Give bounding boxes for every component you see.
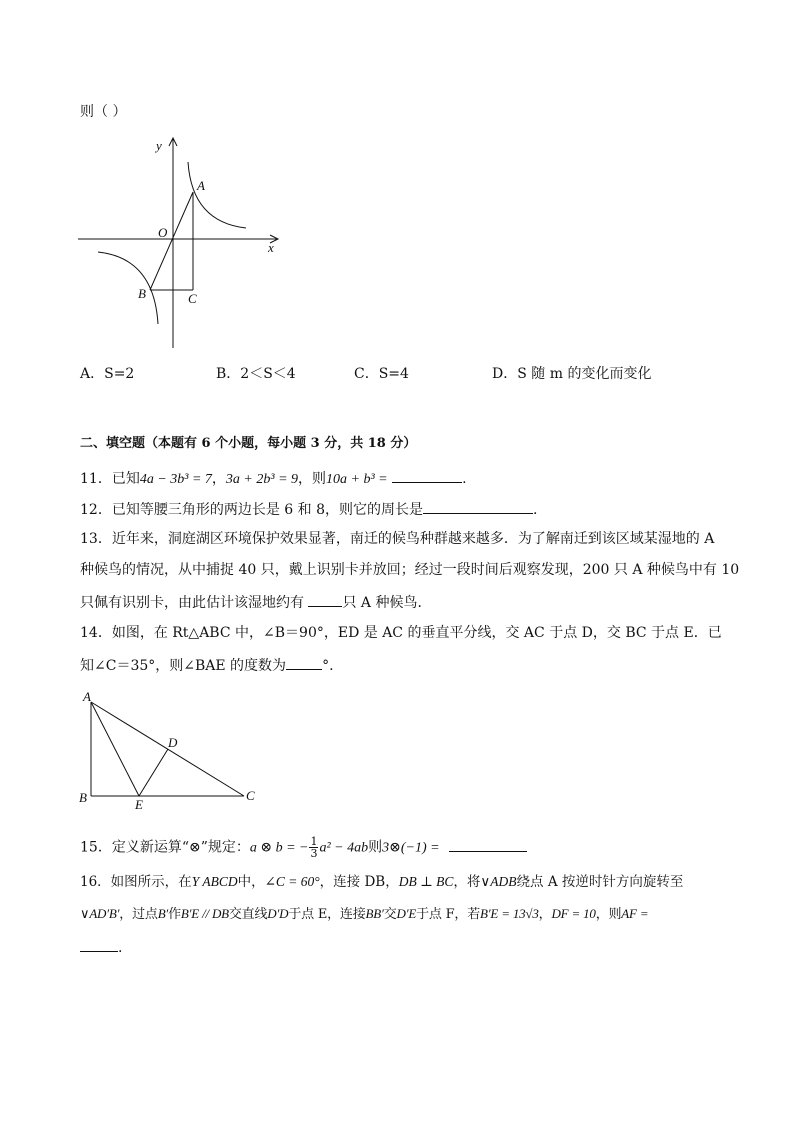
point-label-a: A	[197, 178, 205, 193]
question-stem-tail: 则（ ）	[80, 104, 127, 120]
point-label-b: B	[138, 286, 146, 301]
triangle-label-a: A	[83, 690, 91, 704]
question-16-line-2: ∨AD′B′，过点B′作B′E // DB交直线D′D于点 E，连接BB′交D′E于点 F，若B′E = 13√3，DF = 10，则AF =	[80, 906, 649, 922]
question-14-line-1: 14．如图，在 Rt△ABC 中，∠B＝90°，ED 是 AC 的垂直平分线，交 AC 于点 D，交 BC 于点 E．已	[80, 625, 722, 641]
question-16-line-3: .	[80, 938, 122, 956]
question-14-line-2: 知∠C＝35°，则∠BAE 的度数为 °.	[80, 658, 334, 674]
answer-blank-15[interactable]	[449, 838, 527, 852]
hyperbola-figure	[70, 132, 290, 354]
question-15: 15．定义新运算“⊗”规定：a ⊗ b = − $\frac{1}{3}$ a² − 4ab则3⊗(−1) =	[80, 836, 527, 859]
answer-blank-13[interactable]	[308, 593, 342, 607]
origin-label: O	[158, 225, 168, 240]
choice-d[interactable]: D．S 随 m 的变化而变化	[492, 366, 652, 382]
answer-blank-16[interactable]	[80, 938, 118, 952]
question-16-line-1: 16．如图所示，在Y ABCD中，∠C = 60°，连接 DB，DB ⊥ BC，将∨ADB绕点 A 按逆时针方向旋转至	[80, 874, 684, 890]
triangle-label-c: C	[246, 788, 255, 803]
section-heading: 二、填空题（本题有 6 个小题，每小题 3 分，共 18 分）	[80, 436, 417, 451]
question-13-line-1: 13．近年来，洞庭湖区环境保护效果显著，南迁的候鸟种群越来越多．为了解南迁到该区域某湿地的 A	[80, 531, 715, 547]
choice-c[interactable]: C．S=4	[354, 366, 409, 382]
answer-blank-11[interactable]	[392, 469, 462, 483]
question-12: 12．已知等腰三角形的两边长是 6 和 8，则它的周长是 .	[80, 502, 538, 518]
choice-b[interactable]: B．2＜S＜4	[216, 366, 296, 382]
point-label-c: C	[188, 291, 197, 306]
triangle-figure	[76, 690, 266, 812]
fraction-one-third: $\frac{1}{3}$	[310, 835, 318, 860]
answer-blank-14[interactable]	[286, 656, 322, 670]
question-11: 11．已知4a − 3b³ = 7，3a + 2b³ = 9，则10a + b³ = .	[80, 471, 467, 487]
triangle-label-e: E	[135, 797, 143, 812]
question-13-line-3: 只佩有识别卡，由此估计该湿地约有 只 A 种候鸟．	[80, 595, 432, 611]
axis-label-y: y	[156, 138, 162, 153]
choice-a[interactable]: A．S=2	[80, 366, 135, 382]
question-13-line-2: 种候鸟的情况，从中捕捉 40 只，戴上识别卡并放回；经过一段时间后观察发现，200 只 A 种候鸟中有 10	[80, 562, 740, 578]
axis-label-x: x	[268, 240, 274, 255]
answer-blank-12[interactable]	[423, 500, 533, 514]
triangle-label-b: B	[79, 790, 87, 805]
triangle-label-d: D	[168, 735, 178, 750]
